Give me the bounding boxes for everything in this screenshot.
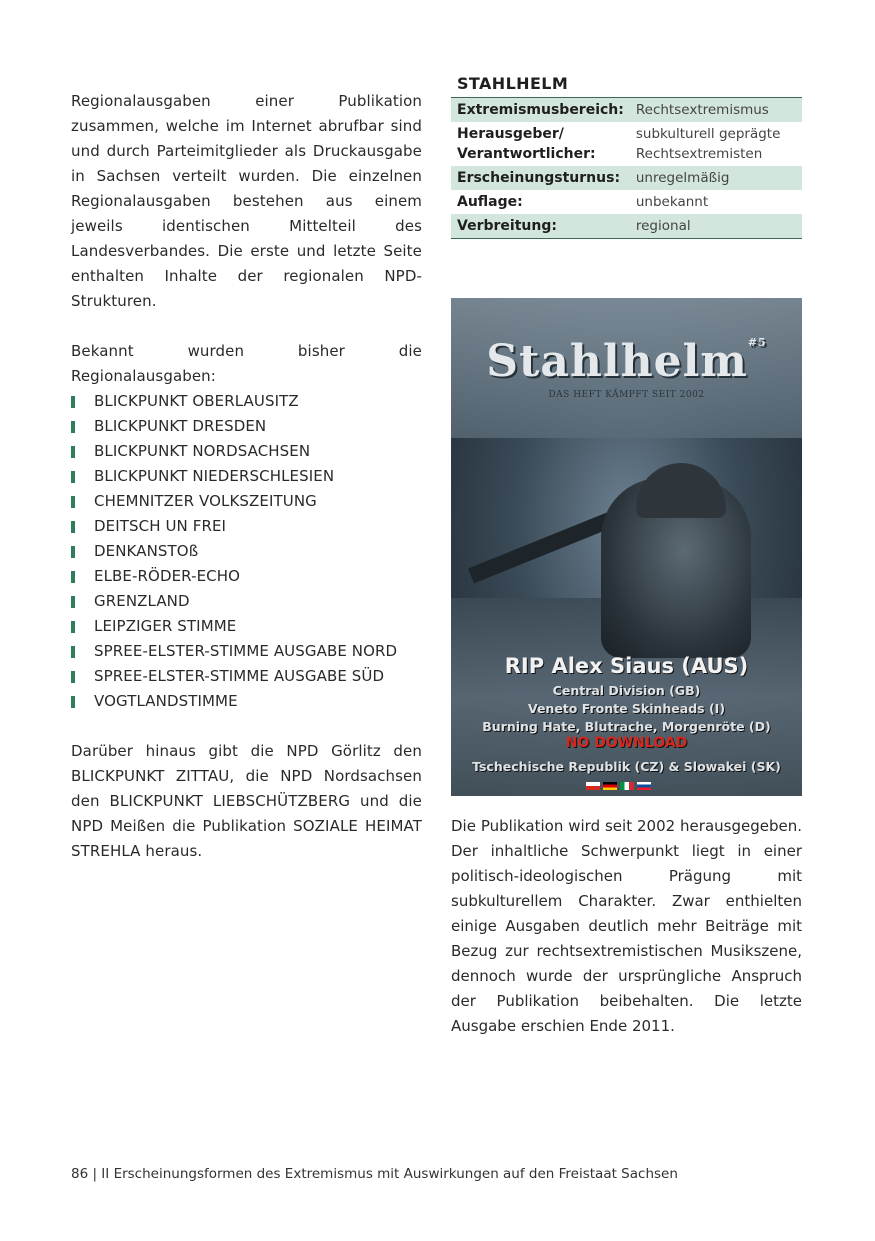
infobox-key: Erscheinungsturnus: [451,166,630,190]
outro-paragraph: Darüber hinaus gibt die NPD Görlitz den BLICKPUNKT ZITTAU, die NPD Nordsachsen den BLICKPUNKT LIEBSCHÜTZBERG und die NPD Meißen die Publikation SOZIALE HEIMAT STREHLA heraus. [71,742,422,860]
flag-icon [603,782,617,790]
description-paragraph: Die Publikation wird seit 2002 herausgegeben. Der inhaltliche Schwerpunkt liegt in einer politisch-ideologischen Prägung mit subkulturellem Charakter. Zwar enthielten einige Ausgaben deutlich mehr Beiträge mit Bezug zur rechtsextremistischen Musikszene, dennoch wurde der ursprüngliche Anspruch der Publikation beibehalten. Die letzte Ausgabe erschien Ende 2011. [451,817,802,1035]
cover-band-line: Central Division (GB) [552,683,701,698]
infobox-key: Herausgeber/ Verantwortlicher: [457,126,596,162]
cover-title: Stahlhelm$^{\#5}$ [486,336,767,387]
list-item: BLICKPUNKT OBERLAUSITZ [71,389,422,414]
bullet-marker-icon [71,671,75,683]
bullet-marker-icon [71,596,75,608]
infobox-table [451,97,802,239]
infobox-key: Extremismusbereich: [451,98,630,123]
infobox-key: Verbreitung: [451,214,630,239]
list-item: VOGTLANDSTIMME [71,689,422,714]
page-footer: 86 | II Erscheinungsformen des Extremismus mit Auswirkungen auf den Freistaat Sachsen [71,1166,678,1182]
flags-strip [586,782,651,790]
cover-no-download: NO DOWNLOAD [565,735,688,751]
table-row [451,122,802,166]
cover-headline: RIP Alex Siaus (AUS) [504,654,749,678]
flag-icon [620,782,634,790]
bullet-marker-icon [71,646,75,658]
bullet-marker-icon [71,446,75,458]
table-row [451,166,802,190]
bullet-marker-icon [71,521,75,533]
table-row [451,190,802,214]
infobox-title: STAHLHELM [457,74,569,93]
bullet-marker-icon [71,471,75,483]
list-item: CHEMNITZER VOLKSZEITUNG [71,489,422,514]
infobox-value: unbekannt [635,194,709,210]
list-item: ELBE-RÖDER-ECHO [71,564,422,589]
intro-paragraph: Regionalausgaben einer Publikation zusammen, welche im Internet abrufbar sind und durch Parteimitglieder als Druckausgabe in Sachsen verteilt wurden. Die einzelnen Regionalausgaben bestehen aus einem jeweils identischen Mittelteil des Landesverbandes. Die erste und letzte Seite enthalten Inhalte der regionalen NPD-Strukturen. [71,92,422,310]
list-item: DENKANSTOß [71,539,422,564]
flag-icon [637,782,651,790]
bullet-marker-icon [71,621,75,633]
cover-issue-number: #5 [747,336,767,349]
helmet-icon [636,463,726,518]
infobox-key: Auflage: [457,194,523,210]
list-item: BLICKPUNKT DRESDEN [71,414,422,439]
flag-icon [586,782,600,790]
infobox-value: regional [630,214,802,239]
left-column [71,89,422,864]
list-item: LEIPZIGER STIMME [71,614,422,639]
infobox-value: subkulturell geprägte Rechtsextremisten [635,126,781,162]
list-item: GRENZLAND [71,589,422,614]
table-row [451,214,802,239]
infobox-value: unregelmäßig [630,166,802,190]
bullet-marker-icon [71,571,75,583]
regional-editions-list [71,389,422,714]
list-item: BLICKPUNKT NIEDERSCHLESIEN [71,464,422,489]
bullet-marker-icon [71,696,75,708]
bullet-marker-icon [71,546,75,558]
cover-band-line: Veneto Fronte Skinheads (I) [527,701,726,716]
list-item: SPREE-ELSTER-STIMME AUSGABE NORD [71,639,422,664]
list-item: DEITSCH UN FREI [71,514,422,539]
list-intro: Bekannt wurden bisher die Regionalausgaben: [71,342,422,385]
infobox-value: Rechtsextremismus [630,98,802,123]
cover-image [451,298,802,796]
cover-tagline: DAS HEFT KÄMPFT SEIT 2002 [548,390,705,400]
bullet-marker-icon [71,421,75,433]
bullet-marker-icon [71,496,75,508]
cover-band-line: Burning Hate, Blutrache, Morgenröte (D) [482,719,771,734]
list-item: SPREE-ELSTER-STIMME AUSGABE SÜD [71,664,422,689]
bullet-marker-icon [71,396,75,408]
cover-band-line: Tschechische Republik (CZ) & Slowakei (SK) [472,759,781,774]
table-row [451,98,802,123]
list-item: BLICKPUNKT NORDSACHSEN [71,439,422,464]
